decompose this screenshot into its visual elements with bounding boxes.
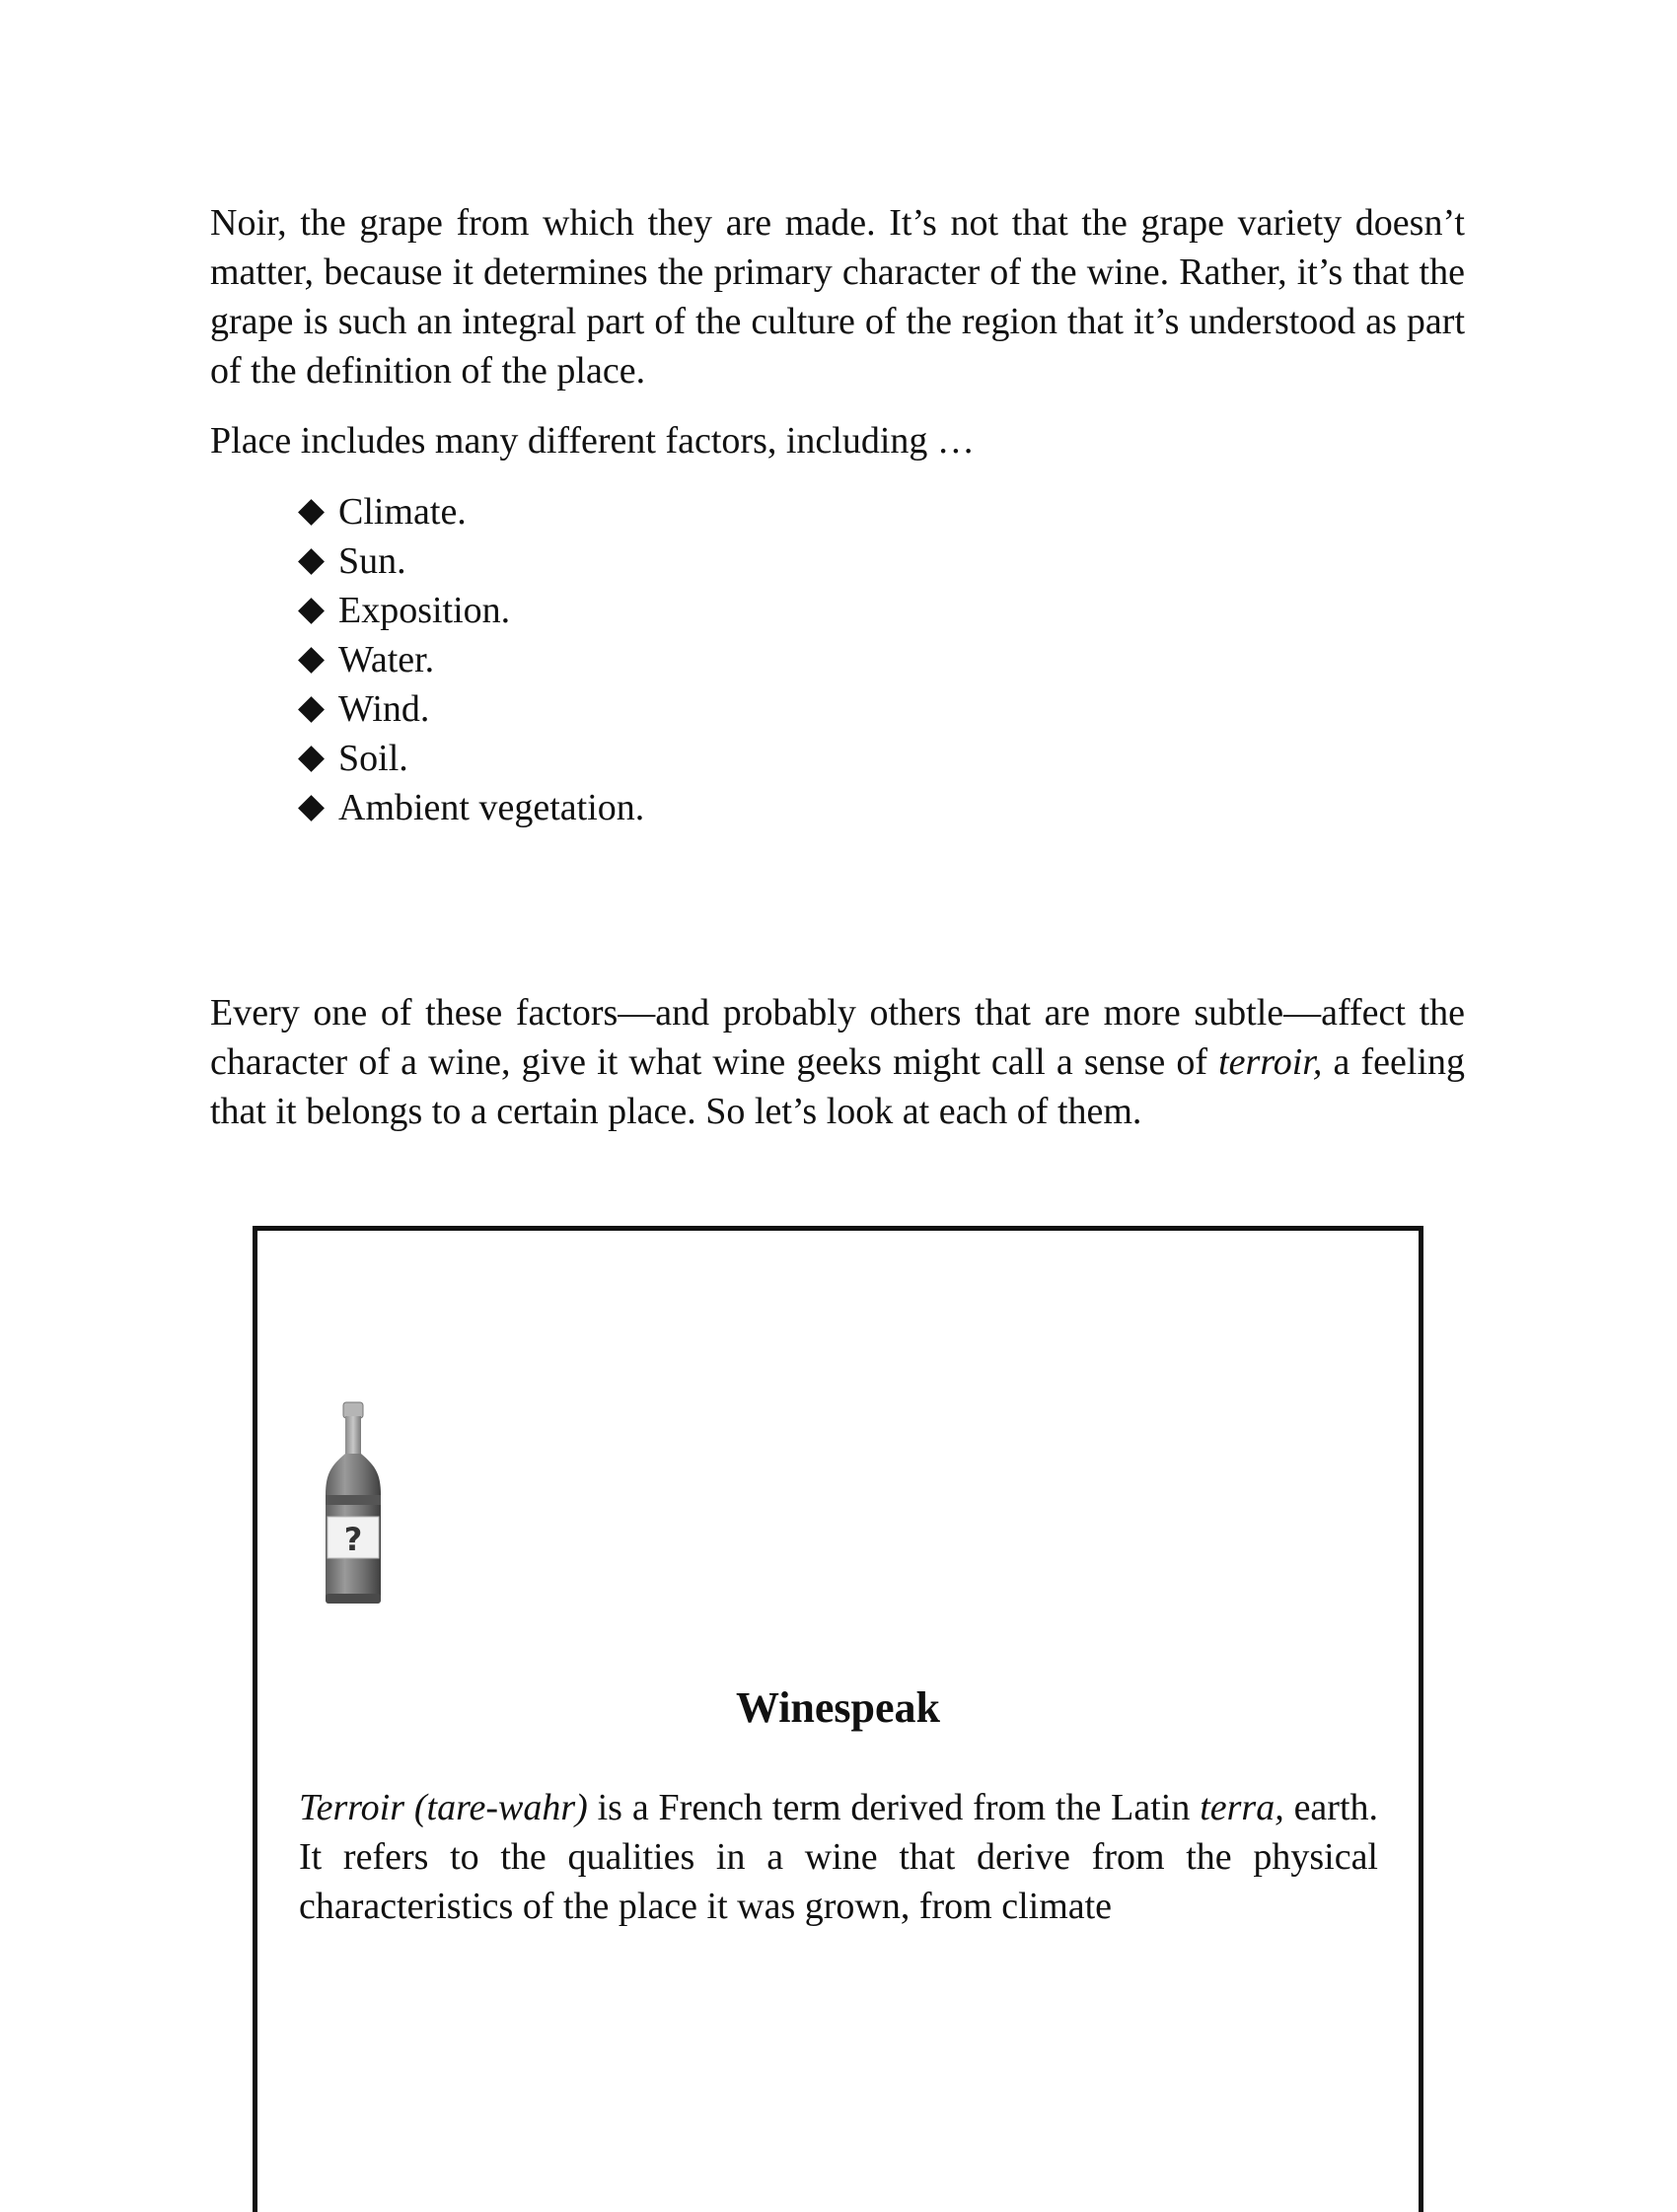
paragraph-terroir-intro	[210, 988, 1465, 1136]
list-item	[296, 783, 644, 832]
factor-label: Ambient vegetation.	[338, 787, 645, 828]
factor-label: Wind.	[338, 688, 430, 730]
diamond-bullet-icon	[298, 696, 325, 723]
list-item	[296, 635, 644, 684]
diamond-bullet-icon	[298, 548, 325, 575]
paragraph-place-factors-intro: Place includes many different factors, including …	[210, 420, 975, 462]
wine-bottle-question-icon	[318, 1400, 389, 1607]
diamond-bullet-icon	[298, 795, 325, 821]
question-mark-glyph: ?	[343, 1521, 363, 1558]
sidebar-definition	[299, 1783, 1378, 1931]
diamond-bullet-icon	[298, 647, 325, 674]
list-item	[296, 684, 644, 734]
list-item	[296, 586, 644, 635]
factor-label: Water.	[338, 639, 435, 680]
diamond-bullet-icon	[298, 746, 325, 772]
factor-label: Soil.	[338, 738, 408, 779]
list-item	[296, 487, 644, 536]
latin-term: terra,	[1200, 1787, 1284, 1828]
diamond-bullet-icon	[298, 598, 325, 624]
term-pronunciation: Terroir (tare-wahr)	[299, 1787, 588, 1828]
diamond-bullet-icon	[298, 499, 325, 526]
factor-list	[296, 487, 644, 832]
paragraph-text: Every one of these factors—and probably others that are more subtle—affect the character of a wine, give it what wine geeks might call a sense of	[210, 992, 1465, 1083]
sidebar-title: Winespeak	[735, 1683, 941, 1732]
factor-label: Climate.	[338, 491, 467, 533]
terroir-term: terroir,	[1218, 1041, 1323, 1083]
paragraph-grape-culture: Noir, the grape from which they are made. It’s not that the grape variety doesn’t matter, because it determines the primary character of the wine. Rather, it’s that the grape is such an integral part of the culture of the region that it’s understood as part of the definition of the place.	[210, 202, 1465, 392]
paragraph-text: a feeling that it belongs to a certain place. So let’s look at each of them.	[210, 1041, 1465, 1132]
list-item	[296, 536, 644, 586]
factor-label: Sun.	[338, 540, 406, 582]
list-item	[296, 734, 644, 783]
definition-text: earth. It refers to the qualities in a wine that derive from the physical characteristics of the place it was grown, from climate	[299, 1787, 1379, 1927]
definition-text: is a French term derived from the Latin	[587, 1787, 1201, 1828]
factor-label: Exposition.	[338, 590, 511, 631]
